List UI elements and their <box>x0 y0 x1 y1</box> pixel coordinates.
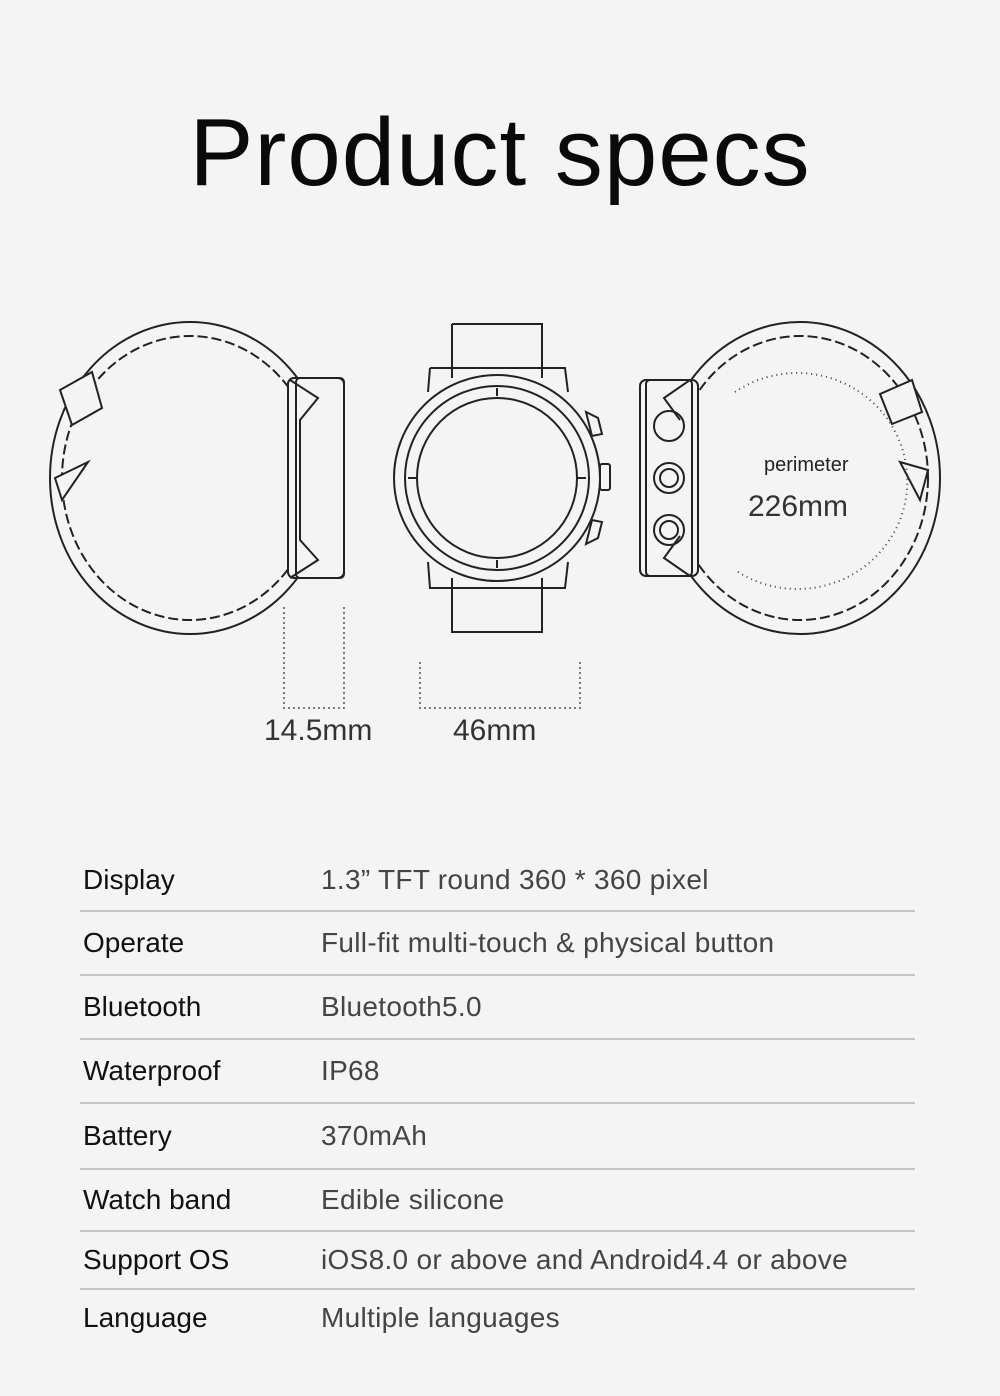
spec-row-battery <box>80 1104 915 1170</box>
perimeter-word: perimeter <box>764 454 849 476</box>
spec-value: 370mAh <box>321 1120 428 1151</box>
spec-label: Display <box>83 864 175 895</box>
spec-row-display <box>80 850 915 912</box>
watch-illustration <box>0 300 1000 760</box>
spec-label: Waterproof <box>83 1055 221 1086</box>
watch-diagram <box>0 300 1000 760</box>
spec-row-bluetooth <box>80 976 915 1040</box>
spec-label: Operate <box>83 927 185 958</box>
spec-table <box>80 850 915 1346</box>
spec-row-language <box>80 1290 915 1346</box>
spec-value: 1.3” TFT round 360 * 360 pixel <box>321 864 709 895</box>
spec-value: Edible silicone <box>321 1184 505 1215</box>
spec-value: Multiple languages <box>321 1302 560 1333</box>
spec-row-operate <box>80 912 915 976</box>
perimeter-value: 226mm <box>748 490 849 523</box>
page-title: Product specs <box>189 99 811 206</box>
spec-label: Bluetooth <box>83 991 202 1022</box>
spec-row-waterproof <box>80 1040 915 1104</box>
spec-label: Watch band <box>83 1184 232 1215</box>
spec-label: Battery <box>83 1120 172 1151</box>
spec-value: Full-fit multi-touch & physical button <box>321 927 775 958</box>
thickness-label: 14.5mm <box>264 714 373 747</box>
spec-row-support-os <box>80 1232 915 1290</box>
spec-label: Language <box>83 1302 208 1333</box>
spec-value: IP68 <box>321 1055 380 1086</box>
spec-value: iOS8.0 or above and Android4.4 or above <box>321 1244 848 1275</box>
spec-row-watch-band <box>80 1170 915 1232</box>
width-label: 46mm <box>453 714 537 747</box>
left-side-view <box>50 322 344 634</box>
dimension-brackets <box>284 607 580 708</box>
spec-label: Support OS <box>83 1244 230 1275</box>
right-side-view <box>640 322 940 634</box>
spec-value: Bluetooth5.0 <box>321 991 482 1022</box>
front-view <box>394 324 610 632</box>
